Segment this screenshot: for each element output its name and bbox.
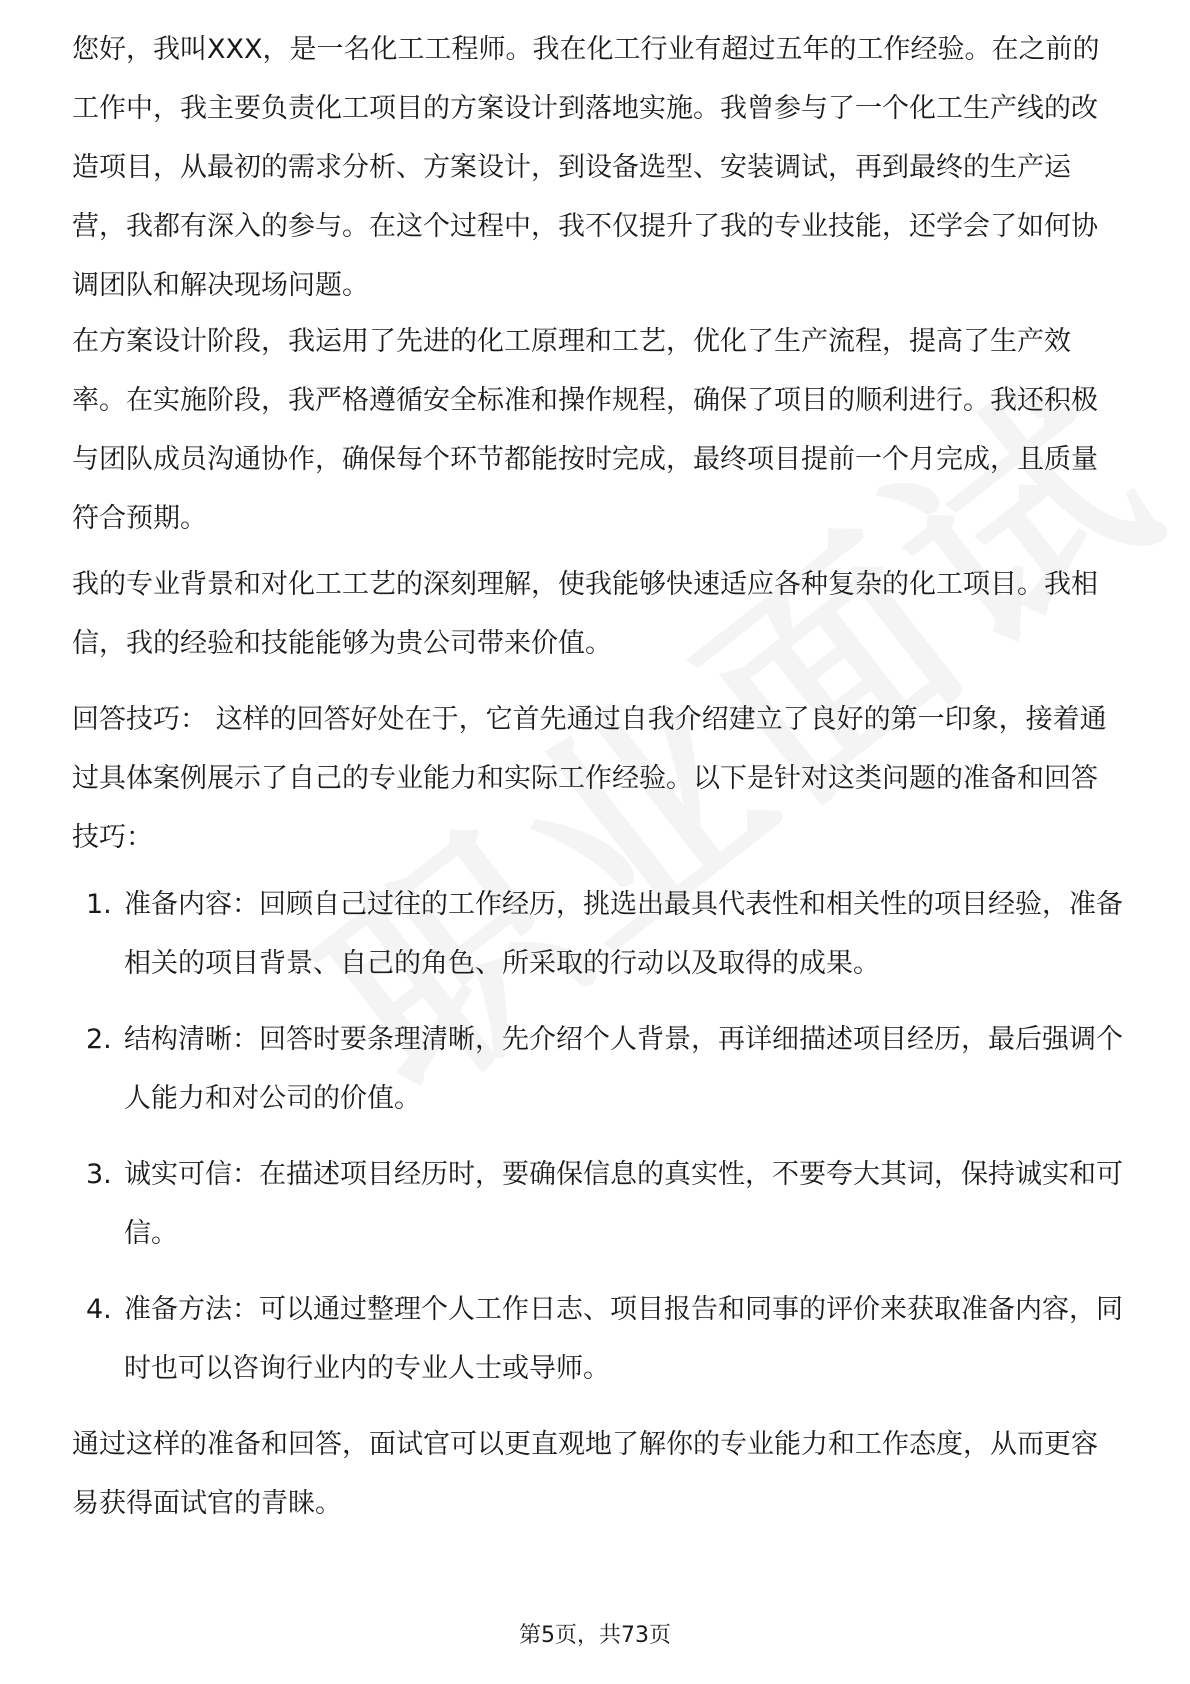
tip-number: 2. [86,1024,112,1055]
paragraph-design-phase: 在方案设计阶段，我运用了先进的化工原理和工艺，优化了生产流程，提高了生产效率。在实施阶段，我严格遵循安全标准和操作规程，确保了项目的顺利进行。我还积极与团队成员沟通协作，确保每个环节都能按时完成，最终项目提前一个月完成，且质量符合预期。 [72,326,1098,534]
tip-text: 诚实可信：在描述项目经历时，要确保信息的真实性，不要夸大其词，保持诚实和可信。 [124,1159,1123,1249]
tip-number: 1. [86,889,112,920]
paragraph-background: 我的专业背景和对化工工艺的深刻理解，使我能够快速适应各种复杂的化工项目。我相信，我的经验和技能能够为贵公司带来价值。 [72,569,1098,659]
paragraph-conclusion: 通过这样的准备和回答，面试官可以更直观地了解你的专业能力和工作态度，从而更容易获得面试官的青睐。 [72,1429,1098,1519]
tip-number: 3. [86,1159,112,1190]
tip-text: 准备方法：可以通过整理个人工作日志、项目报告和同事的评价来获取准备内容，同时也可以咨询行业内的专业人士或导师。 [124,1294,1123,1384]
tip-text: 结构清晰：回答时要条理清晰，先介绍个人背景，再详细描述项目经历，最后强调个人能力和对公司的价值。 [124,1024,1123,1114]
tip-text: 准备内容：回顾自己过往的工作经历，挑选出最具代表性和相关性的项目经验，准备相关的项目背景、自己的角色、所采取的行动以及取得的成果。 [124,889,1123,979]
paragraph-intro: 您好，我叫XXX，是一名化工工程师。我在化工行业有超过五年的工作经验。在之前的工作中，我主要负责化工项目的方案设计到落地实施。我曾参与了一个化工生产线的改造项目，从最初的需求分析、方案设计，到设备选型、安装调试，再到最终的生产运营，我都有深入的参与。在这个过程中，我不仅提升了我的专业技能，还学会了如何协调团队和解决现场问题。 [72,34,1100,301]
paragraph-answer-tips: 回答技巧： 这样的回答好处在于，它首先通过自我介绍建立了良好的第一印象，接着通过具体案例展示了自己的专业能力和实际工作经验。以下是针对这类问题的准备和回答技巧： [72,704,1107,853]
tip-number: 4. [86,1294,112,1325]
page-number: 第5页，共73页 [519,1623,671,1648]
